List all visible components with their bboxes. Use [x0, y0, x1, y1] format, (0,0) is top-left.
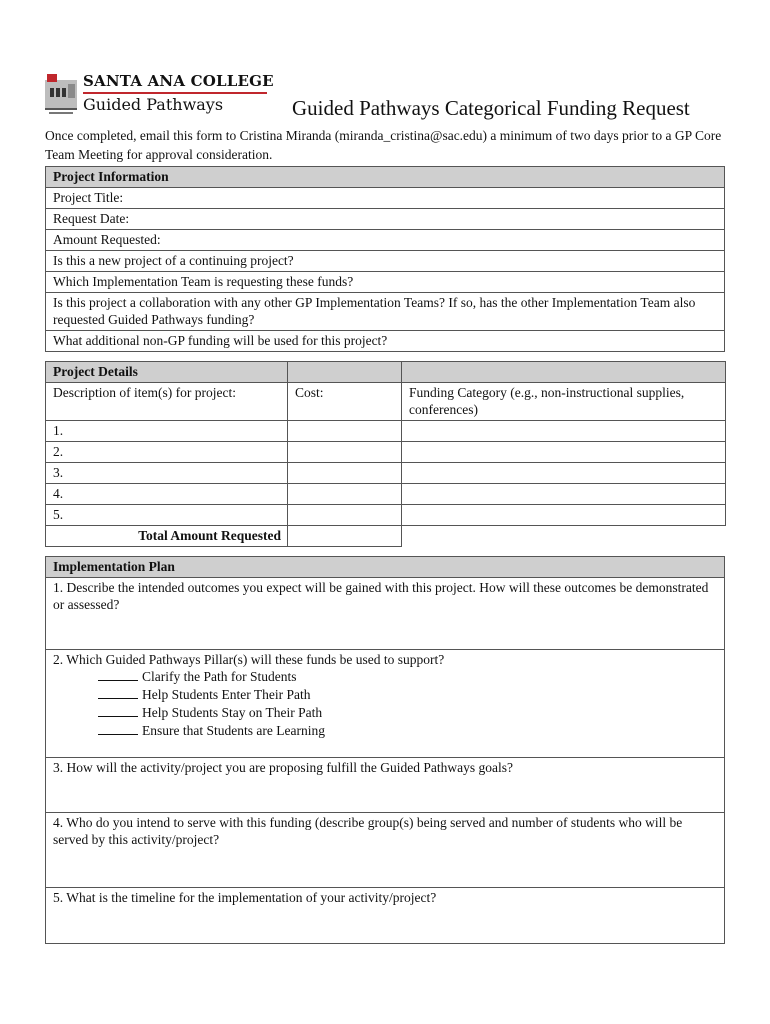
- total-amount-label: Total Amount Requested: [46, 526, 288, 547]
- item-row-description[interactable]: 3.: [46, 463, 288, 484]
- implementation-team-field[interactable]: Which Implementation Team is requesting these funds?: [46, 272, 725, 293]
- college-logo: [45, 72, 274, 120]
- project-details-table: [45, 361, 726, 547]
- building-icon: [45, 74, 77, 114]
- pillar-option[interactable]: Help Students Enter Their Path: [53, 686, 718, 704]
- item-row-cost[interactable]: [288, 421, 402, 442]
- item-row-cost[interactable]: [288, 442, 402, 463]
- implementation-plan-heading: Implementation Plan: [46, 557, 725, 578]
- item-row-description[interactable]: 5.: [46, 505, 288, 526]
- project-information-table: [45, 166, 725, 352]
- request-date-field[interactable]: Request Date:: [46, 209, 725, 230]
- population-served-question[interactable]: 4. Who do you intend to serve with this funding (describe group(s) being served and number of students who will be served by this activity/project?: [46, 813, 725, 888]
- amount-requested-field[interactable]: Amount Requested:: [46, 230, 725, 251]
- pillars-question[interactable]: [46, 650, 725, 758]
- non-gp-funding-field[interactable]: What additional non-GP funding will be used for this project?: [46, 331, 725, 352]
- page-title: Guided Pathways Categorical Funding Request: [292, 96, 690, 120]
- timeline-question[interactable]: 5. What is the timeline for the implementation of your activity/project?: [46, 888, 725, 944]
- total-amount-cell[interactable]: [288, 526, 402, 547]
- funding-category-column-header: Funding Category (e.g., non-instructional supplies, conferences): [402, 383, 726, 421]
- project-information-heading: Project Information: [46, 167, 725, 188]
- outcomes-question[interactable]: 1. Describe the intended outcomes you expect will be gained with this project. How will these outcomes be demonstrated or assessed?: [46, 578, 725, 650]
- implementation-plan-table: [45, 556, 725, 944]
- project-details-heading: Project Details: [46, 362, 288, 383]
- collaboration-field[interactable]: Is this project a collaboration with any other GP Implementation Teams? If so, has the other Implementation Team also requested Guided Pathways funding?: [46, 293, 725, 331]
- item-row-funding[interactable]: [402, 505, 726, 526]
- new-or-continuing-field[interactable]: Is this a new project of a continuing project?: [46, 251, 725, 272]
- pillar-option[interactable]: Clarify the Path for Students: [53, 668, 718, 686]
- goals-question[interactable]: 3. How will the activity/project you are proposing fulfill the Guided Pathways goals?: [46, 758, 725, 813]
- cost-column-header: Cost:: [288, 383, 402, 421]
- college-name: SANTA ANA COLLEGE: [83, 72, 274, 90]
- pillar-option[interactable]: Ensure that Students are Learning: [53, 722, 718, 740]
- item-row-description[interactable]: 1.: [46, 421, 288, 442]
- item-row-description[interactable]: 4.: [46, 484, 288, 505]
- item-row-funding[interactable]: [402, 421, 726, 442]
- item-row-cost[interactable]: [288, 484, 402, 505]
- item-row-funding[interactable]: [402, 484, 726, 505]
- logo-divider: [83, 92, 267, 94]
- intro-text: Once completed, email this form to Cristina Miranda (miranda_cristina@sac.edu) a minimum of two days prior to a GP Core Team Meeting for approval consideration.: [45, 128, 722, 162]
- item-row-funding[interactable]: [402, 442, 726, 463]
- project-title-field[interactable]: Project Title:: [46, 188, 725, 209]
- pillar-option[interactable]: Help Students Stay on Their Path: [53, 704, 718, 722]
- pillars-question-text: 2. Which Guided Pathways Pillar(s) will these funds be used to support?: [53, 652, 445, 667]
- program-name: Guided Pathways: [83, 95, 224, 114]
- item-row-description[interactable]: 2.: [46, 442, 288, 463]
- item-row-cost[interactable]: [288, 505, 402, 526]
- description-column-header: Description of item(s) for project:: [46, 383, 288, 421]
- item-row-funding[interactable]: [402, 463, 726, 484]
- item-row-cost[interactable]: [288, 463, 402, 484]
